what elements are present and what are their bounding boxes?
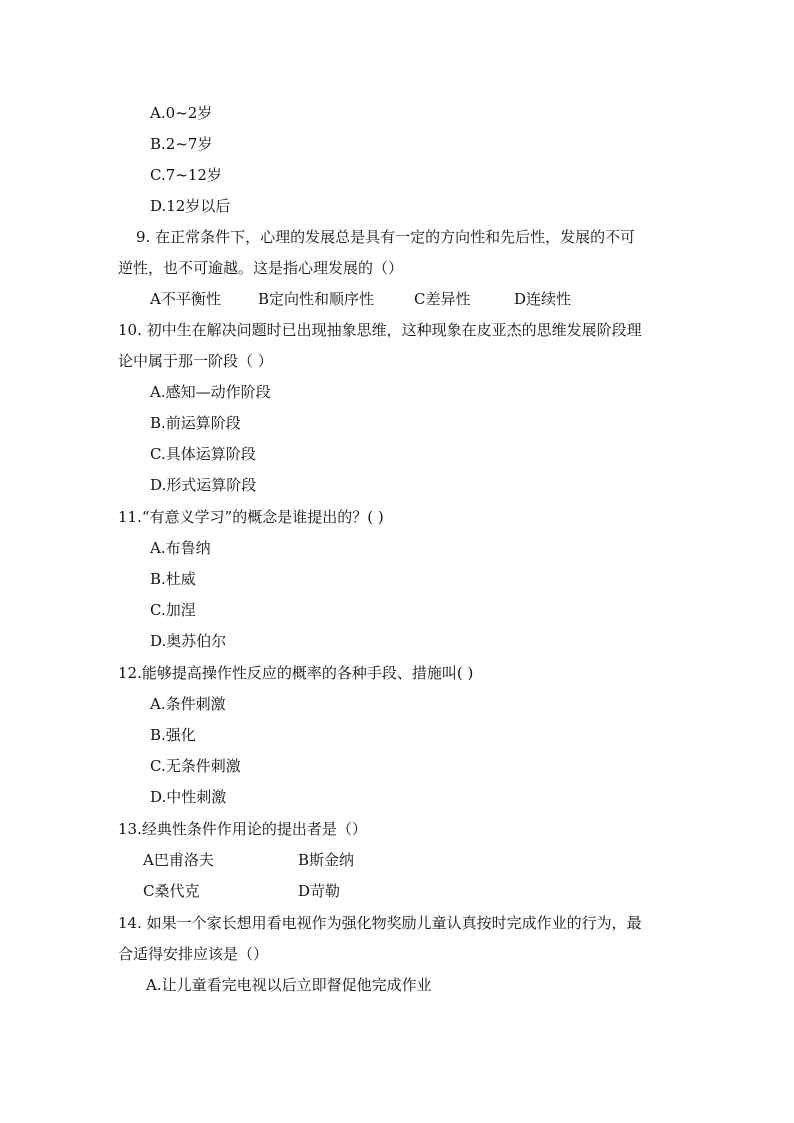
q8-option-b: B.2~7岁	[150, 135, 213, 153]
q13-stem: 13.经典性条件作用论的提出者是（）	[118, 820, 367, 838]
q10-option-d: D.形式运算阶段	[150, 476, 257, 494]
q10-option-a: A.感知—动作阶段	[150, 383, 271, 401]
q12-stem: 12.能够提高操作性反应的概率的各种手段、措施叫( )	[118, 664, 474, 682]
q14-stem-line1: 14. 如果一个家长想用看电视作为强化物奖励儿童认真按时完成作业的行为，最	[118, 914, 642, 932]
q9-stem-line1: 9. 在正常条件下，心理的发展总是具有一定的方向性和先后性，发展的不可	[136, 228, 636, 246]
q9-option-d: D连续性	[514, 290, 572, 308]
q11-option-a: A.布鲁纳	[150, 539, 211, 557]
q9-stem-line2: 逆性，也不可逾越。这是指心理发展的（）	[118, 259, 404, 277]
q13-option-a: A巴甫洛夫	[143, 851, 214, 869]
q12-option-c: C.无条件刺激	[150, 757, 241, 775]
q9-option-c: C差异性	[414, 290, 471, 308]
q11-stem: 11.“有意义学习”的概念是谁提出的？( )	[118, 508, 384, 526]
q11-option-d: D.奥苏伯尔	[150, 632, 227, 650]
q10-stem-line2: 论中属于那一阶段（ ）	[118, 352, 273, 370]
q12-option-d: D.中性刺激	[150, 788, 227, 806]
q11-option-b: B.杜威	[150, 570, 196, 588]
q13-option-b: B斯金纳	[298, 851, 355, 869]
q14-option-a: A.让儿童看完电视以后立即督促他完成作业	[146, 976, 432, 994]
q13-option-c: C桑代克	[143, 882, 200, 900]
q10-stem-line1: 10. 初中生在解决问题时已出现抽象思维，这种现象在皮亚杰的思维发展阶段理	[118, 321, 642, 339]
q8-option-d: D.12岁以后	[150, 197, 231, 215]
q9-option-b: B定向性和顺序性	[258, 290, 375, 308]
q12-option-b: B.强化	[150, 726, 196, 744]
q13-option-d: D苛勒	[298, 882, 341, 900]
q12-option-a: A.条件刺激	[150, 695, 226, 713]
q10-option-b: B.前运算阶段	[150, 414, 241, 432]
q8-option-c: C.7~12岁	[150, 166, 222, 184]
q11-option-c: C.加涅	[150, 601, 196, 619]
q14-stem-line2: 合适得安排应该是（）	[118, 945, 269, 963]
q9-option-a: A不平衡性	[150, 290, 221, 308]
q8-option-a: A.0~2岁	[150, 104, 213, 122]
q10-option-c: C.具体运算阶段	[150, 445, 256, 463]
